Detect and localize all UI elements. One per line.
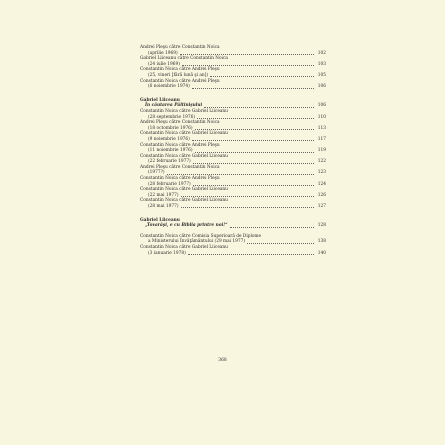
toc-entry-date: (28 februarie 1977) bbox=[148, 181, 191, 187]
toc-entry bbox=[140, 109, 326, 120]
toc-entry bbox=[140, 176, 326, 187]
toc-entry-date: (11 noiembrie 1976) bbox=[148, 148, 193, 154]
section-title: „Tovarăşi, e cu Biblia printre noi!“ bbox=[145, 223, 228, 229]
dot-leader bbox=[230, 224, 314, 228]
page-number: 138 bbox=[317, 239, 326, 245]
dot-leader bbox=[197, 115, 314, 119]
page-number: 127 bbox=[317, 204, 326, 210]
toc-entry-heading: Andrei Pleşu către Constantin Noica bbox=[140, 45, 220, 50]
page-number: 105 bbox=[317, 72, 326, 78]
toc-entry-heading: Constantin Noica către Andrei Pleşu bbox=[140, 176, 220, 182]
page-number: 106 bbox=[317, 84, 326, 90]
toc-entry-heading: Constantin Noica către Gabriel Liiceanu bbox=[140, 108, 228, 114]
page-number: 119 bbox=[317, 148, 326, 154]
page-number: 140 bbox=[317, 250, 326, 256]
toc-entry bbox=[140, 131, 326, 142]
page-number: 103 bbox=[317, 61, 326, 67]
toc-entry bbox=[140, 143, 326, 154]
dot-leader bbox=[181, 193, 315, 197]
section-title: În căutarea Păltinişului bbox=[145, 103, 203, 109]
toc-entry-heading: Constantin Noica către Gabriel Liiceanu bbox=[140, 245, 228, 250]
dot-leader bbox=[188, 251, 314, 255]
page-number: 124 bbox=[317, 181, 326, 187]
table-of-contents bbox=[140, 45, 326, 256]
section-author: Gabriel Liiceanu bbox=[140, 217, 180, 223]
dot-leader bbox=[180, 51, 314, 55]
toc-entry-heading: Andrei Pleşu către Constantin Noica bbox=[140, 164, 220, 170]
toc-entry-date: (6 noiembrie 1974) bbox=[148, 84, 190, 90]
toc-entry-heading: Constantin Noica către Gabriel Liiceanu bbox=[140, 187, 228, 193]
dot-leader bbox=[195, 126, 314, 130]
page-number: 122 bbox=[317, 159, 326, 165]
dot-leader bbox=[182, 62, 314, 66]
page-number: 113 bbox=[317, 125, 326, 131]
toc-entry-date: (18 octombrie 1976) bbox=[148, 125, 193, 131]
toc-entry bbox=[140, 198, 326, 209]
toc-entry-date: (9 noiembrie 1976) bbox=[148, 136, 190, 142]
dot-leader bbox=[192, 137, 314, 141]
page-number: 110 bbox=[317, 114, 326, 120]
toc-entry-date: (22 mai 1977) bbox=[148, 192, 179, 198]
section-author: Gabriel Liiceanu bbox=[140, 97, 180, 103]
dot-leader bbox=[192, 85, 314, 89]
toc-entry-heading: Constantin Noica către Andrei Pleşu bbox=[140, 67, 220, 73]
dot-leader bbox=[247, 240, 314, 244]
toc-entry-heading: Andrei Pleşu către Constantin Noica bbox=[140, 120, 220, 126]
toc-entry bbox=[140, 79, 326, 90]
dot-leader bbox=[167, 171, 314, 175]
toc-entry-heading: Constantin Noica către Gabriel Liiceanu bbox=[140, 131, 228, 137]
toc-entry bbox=[140, 234, 326, 245]
page-number: 102 bbox=[317, 50, 326, 56]
toc-entry-heading: Constantin Noica către Andrei Pleşu bbox=[140, 78, 220, 84]
toc-entry bbox=[140, 245, 326, 256]
toc-entry-date: (28 mai 1977) bbox=[148, 204, 179, 210]
page-number: 123 bbox=[317, 170, 326, 176]
dot-leader bbox=[193, 182, 314, 186]
page-number: 117 bbox=[317, 136, 326, 142]
toc-entry-date: (28 septembrie 1976) bbox=[148, 114, 196, 120]
page-number: 126 bbox=[317, 192, 326, 198]
dot-leader bbox=[193, 160, 314, 164]
toc-entry-date: a Ministerului Învăţământului (29 mai 1977) bbox=[148, 239, 246, 245]
dot-leader bbox=[195, 149, 314, 153]
dot-leader bbox=[204, 104, 314, 108]
toc-entry bbox=[140, 165, 326, 176]
page-number: 106 bbox=[317, 103, 326, 109]
page-folio: 368 bbox=[218, 358, 227, 363]
toc-entry-heading: Constantin Noica către Andrei Pleşu bbox=[140, 142, 220, 148]
toc-entry bbox=[140, 67, 326, 78]
toc-entry-heading: Gabriel Liiceanu către Constantin Noica bbox=[140, 56, 228, 62]
toc-section bbox=[140, 218, 326, 229]
toc-entry bbox=[140, 45, 326, 56]
dot-leader bbox=[181, 204, 315, 208]
toc-entry bbox=[140, 120, 326, 131]
toc-section bbox=[140, 98, 326, 109]
toc-entry bbox=[140, 56, 326, 67]
toc-entry-date: (25, vineri [fără lună şi an]) bbox=[148, 72, 209, 78]
toc-entry bbox=[140, 187, 326, 198]
toc-entry-date: (1977?) bbox=[148, 170, 165, 176]
toc-entry-date: (aprilie 1969) bbox=[148, 50, 178, 56]
toc-entry-date: (24 iulie 1969) bbox=[148, 61, 180, 67]
toc-entry-heading: Constantin Noica către Comisia Superioară de Diplome bbox=[140, 233, 262, 239]
dot-leader bbox=[210, 73, 314, 77]
toc-entry bbox=[140, 154, 326, 165]
page-number: 128 bbox=[317, 223, 326, 229]
toc-entry-heading: Constantin Noica către Gabriel Liiceanu bbox=[140, 153, 228, 159]
toc-entry-heading: Constantin Noica către Gabriel Liiceanu bbox=[140, 198, 228, 204]
toc-entry-date: (3 ianuarie 1978) bbox=[148, 250, 186, 256]
toc-entry-date: (22 februarie 1977) bbox=[148, 159, 191, 165]
